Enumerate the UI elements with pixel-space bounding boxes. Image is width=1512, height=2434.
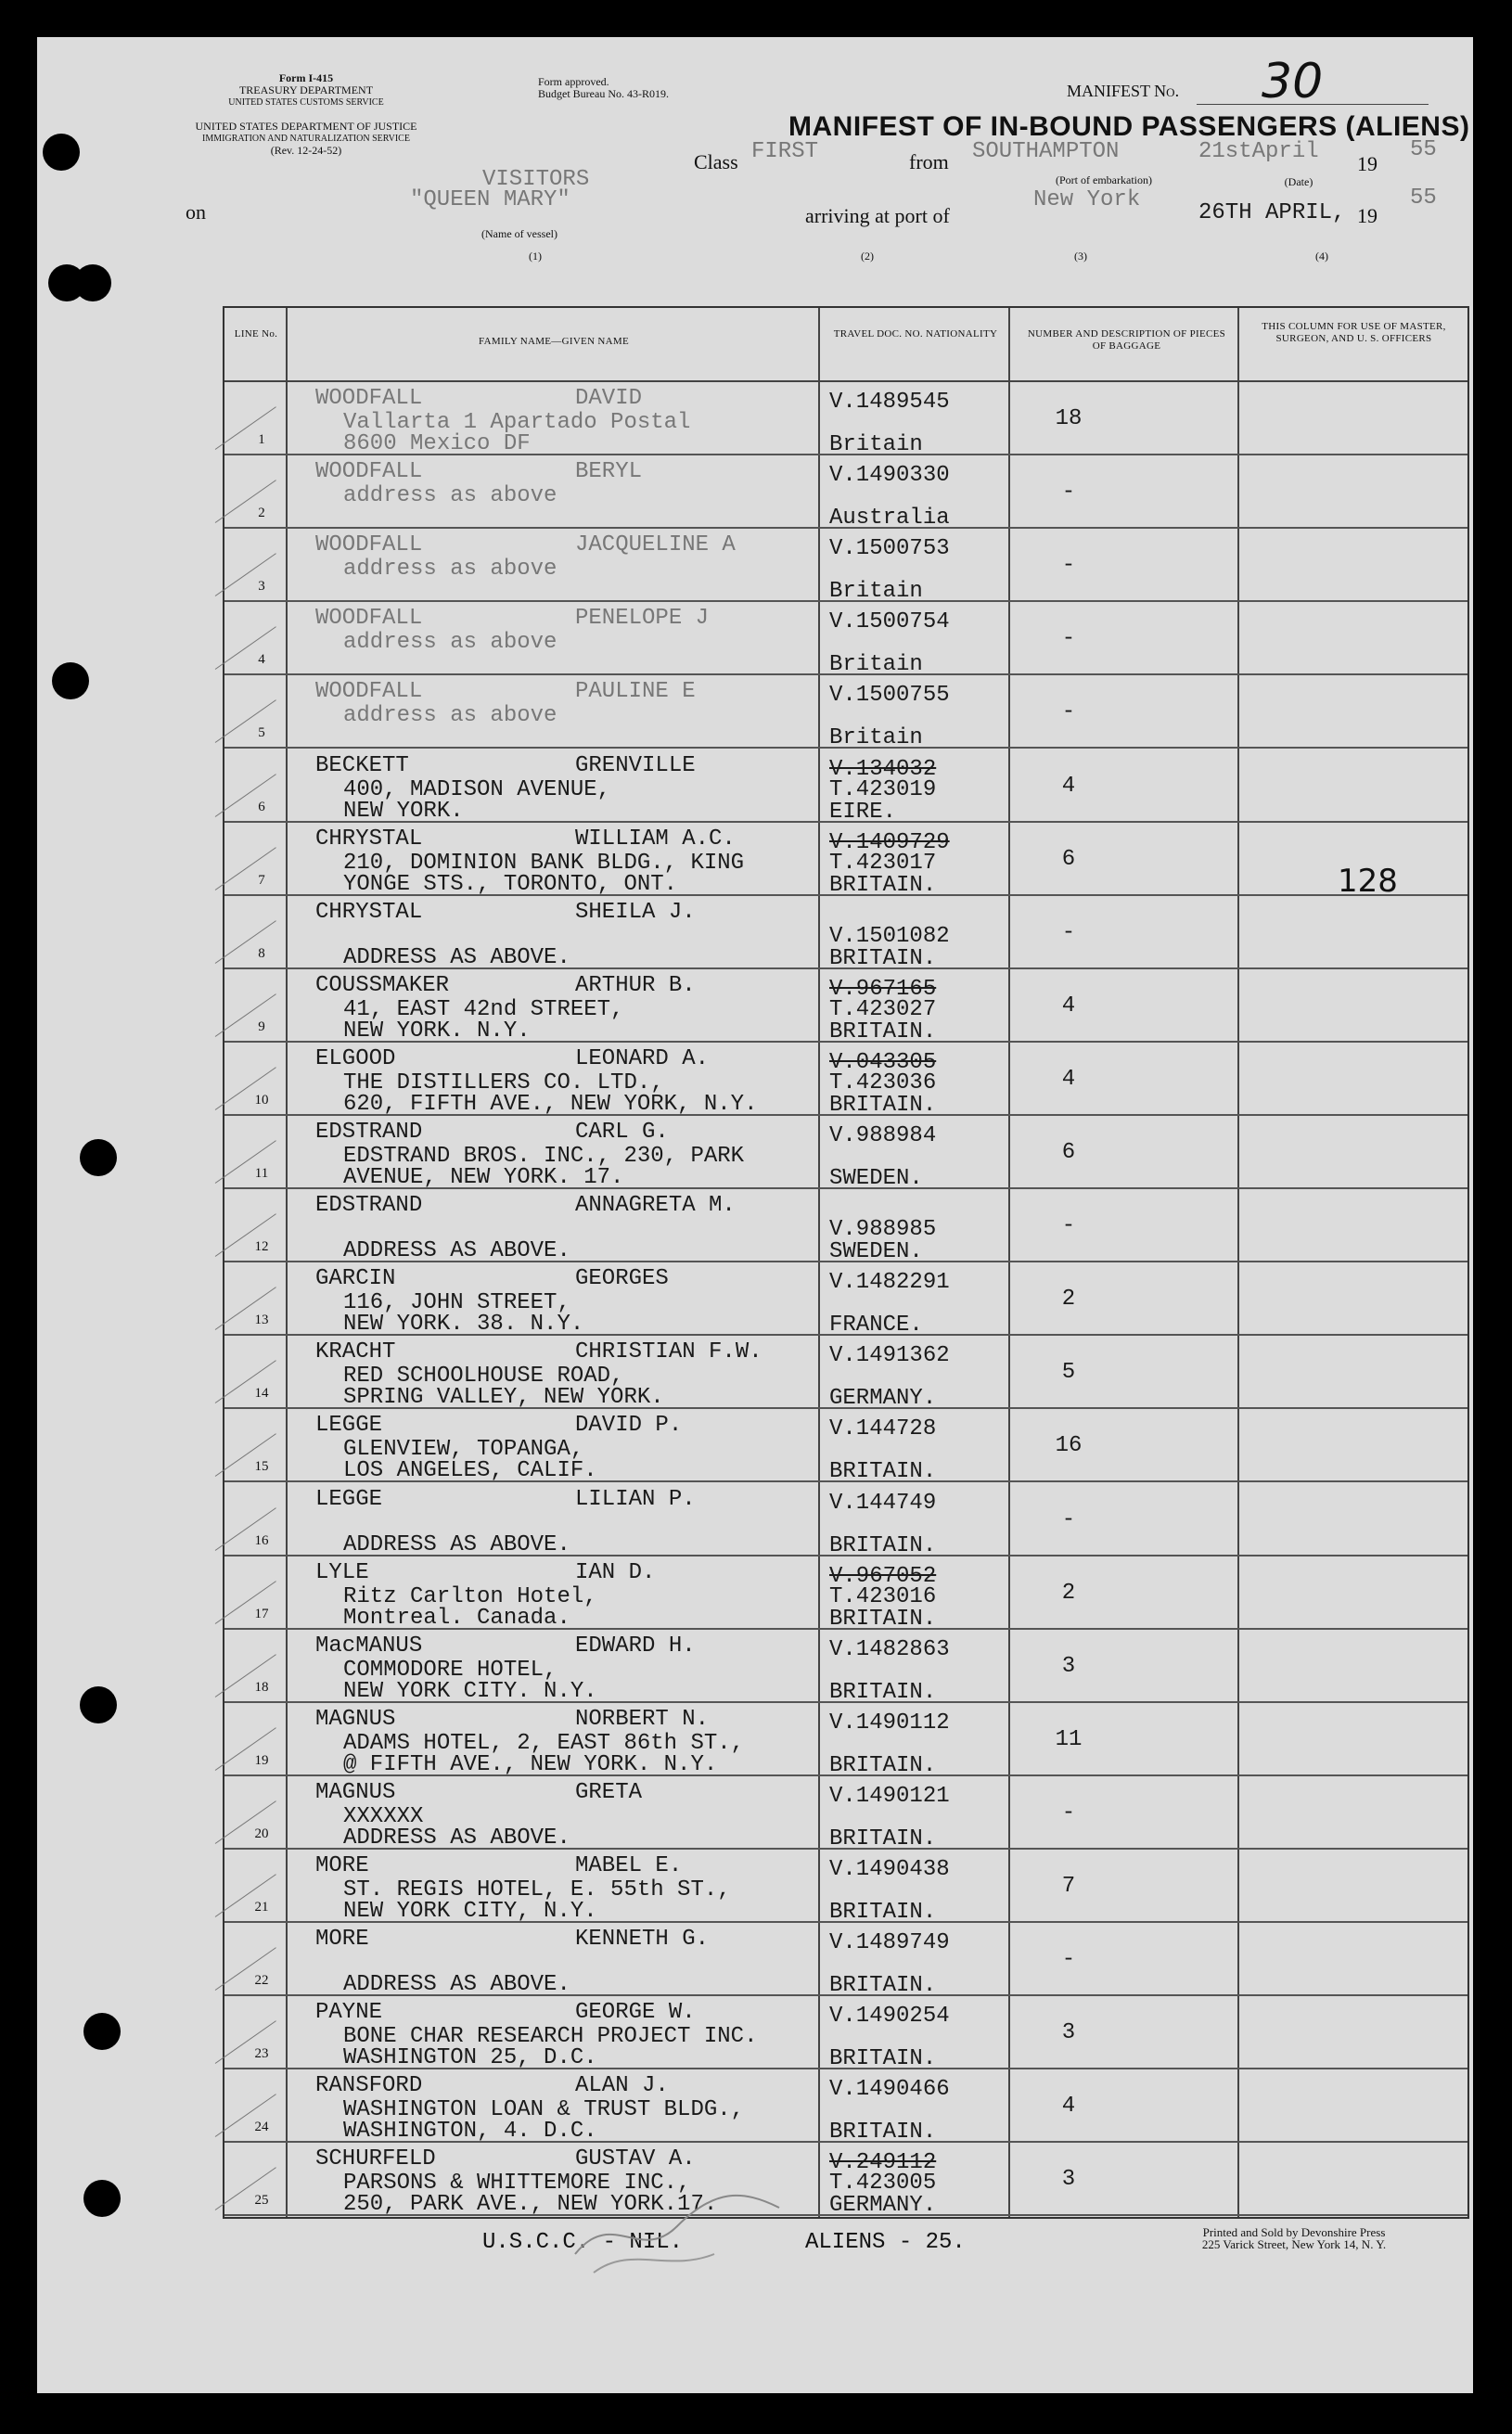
baggage-count: 6 bbox=[1061, 846, 1076, 872]
manifest-page bbox=[37, 37, 1473, 2393]
nationality: BRITAIN. bbox=[829, 1092, 937, 1118]
travel-doc-old: V.1500755 bbox=[829, 683, 950, 709]
travel-doc-old: V.1482291 bbox=[829, 1270, 950, 1296]
table-row bbox=[224, 602, 1467, 678]
nationality: BRITAIN. bbox=[829, 1826, 937, 1851]
travel-doc-old: V.1490254 bbox=[829, 2004, 950, 2030]
table-row bbox=[224, 1850, 1467, 1923]
baggage-count: 3 bbox=[1061, 2167, 1076, 2193]
travel-doc-old: V.1409729 bbox=[829, 829, 950, 855]
travel-doc-old: V.1482863 bbox=[829, 1636, 950, 1662]
table-row bbox=[224, 1336, 1467, 1412]
address-line-1: address as above bbox=[343, 630, 557, 656]
passenger-table bbox=[223, 306, 1469, 2219]
address-line-2: ADDRESS AS ABOVE. bbox=[343, 1825, 570, 1851]
on-label: on bbox=[186, 200, 206, 224]
col-head-line-no: LINE No. bbox=[234, 328, 278, 339]
family-name: MORE bbox=[315, 1927, 369, 1953]
given-name: BERYL bbox=[575, 459, 643, 485]
aliens-total: ALIENS - 25. bbox=[805, 2230, 966, 2255]
given-name: NORBERT N. bbox=[575, 1706, 710, 1732]
manifest-label: MANIFEST No. bbox=[1067, 82, 1180, 100]
family-name: MAGNUS bbox=[315, 1779, 396, 1805]
table-row bbox=[224, 2143, 1467, 2219]
col-head-baggage: NUMBER AND DESCRIPTION OF PIECES OF BAGGAGE bbox=[1027, 328, 1226, 352]
given-name: ALAN J. bbox=[575, 2073, 669, 2099]
address-line-2: AVENUE, NEW YORK. 17. bbox=[343, 1165, 624, 1190]
table-row bbox=[224, 823, 1467, 896]
baggage-count: 6 bbox=[1061, 1140, 1076, 1165]
nationality: BRITAIN. bbox=[829, 1973, 937, 1999]
nationality: FRANCE. bbox=[829, 1313, 923, 1339]
printer-name: Printed and Sold by Devonshire Press bbox=[1202, 2225, 1386, 2239]
baggage-count: - bbox=[1061, 553, 1076, 579]
address-line-2: ADDRESS AS ABOVE. bbox=[343, 1238, 570, 1264]
address-line-1: address as above bbox=[343, 483, 557, 509]
treasury-label: TREASURY DEPARTMENT bbox=[238, 83, 374, 96]
line-number: 2 bbox=[258, 506, 265, 521]
travel-doc: V.988985 bbox=[829, 1217, 937, 1243]
punch-hole bbox=[52, 662, 89, 699]
travel-doc-old: V.1490330 bbox=[829, 463, 950, 489]
travel-doc-old: V.1491362 bbox=[829, 1343, 950, 1369]
table-row bbox=[224, 1703, 1467, 1776]
nationality: BRITAIN. bbox=[829, 1532, 937, 1558]
travel-doc-old: V.988984 bbox=[829, 1123, 937, 1148]
nationality: SWEDEN. bbox=[829, 1166, 923, 1191]
punch-hole bbox=[83, 2180, 121, 2217]
address-line-1: Vallarta 1 Apartado Postal bbox=[343, 410, 691, 435]
margin-note: 128 bbox=[1338, 863, 1398, 900]
travel-doc-old: V.967052 bbox=[829, 1563, 937, 1589]
address-line-1: EDSTRAND BROS. INC., 230, PARK bbox=[343, 1144, 745, 1169]
given-name: ANNAGRETA M. bbox=[575, 1193, 736, 1219]
given-name: PAULINE E bbox=[575, 679, 696, 705]
punch-hole bbox=[83, 2013, 121, 2050]
family-name: WOODFALL bbox=[315, 679, 423, 705]
nationality: Britain bbox=[829, 652, 923, 678]
nationality: BRITAIN. bbox=[829, 872, 937, 898]
line-number: 20 bbox=[254, 1826, 269, 1841]
travel-doc-old: V.144728 bbox=[829, 1416, 937, 1442]
line-number: 19 bbox=[254, 1752, 269, 1768]
baggage-count: 11 bbox=[1055, 1726, 1083, 1752]
line-number: 9 bbox=[258, 1018, 265, 1034]
col-num-baggage: (3) bbox=[1074, 250, 1087, 263]
budget-label: Budget Bureau No. 43-R019. bbox=[538, 87, 669, 100]
baggage-count: - bbox=[1061, 1213, 1076, 1239]
nationality: SWEDEN. bbox=[829, 1239, 923, 1265]
table-row bbox=[224, 1630, 1467, 1703]
table-row bbox=[224, 455, 1467, 532]
from-value: SOUTHAMPTON bbox=[972, 139, 1120, 164]
nationality: BRITAIN. bbox=[829, 1459, 937, 1485]
form-header-block bbox=[167, 72, 445, 109]
baggage-count: - bbox=[1061, 1506, 1076, 1532]
address-line-1: WASHINGTON LOAN & TRUST BLDG., bbox=[343, 2097, 745, 2123]
family-name: SCHURFELD bbox=[315, 2146, 436, 2172]
address-line-1: address as above bbox=[343, 557, 557, 583]
travel-doc-old: V.249112 bbox=[829, 2150, 937, 2176]
table-row bbox=[224, 529, 1467, 605]
address-line-2: WASHINGTON, 4. D.C. bbox=[343, 2119, 597, 2145]
address-line-2: ADDRESS AS ABOVE. bbox=[343, 944, 570, 970]
year-value-1: 55 bbox=[1410, 137, 1437, 162]
given-name: MABEL E. bbox=[575, 1853, 683, 1878]
nationality: GERMANY. bbox=[829, 1386, 937, 1412]
address-line-1: COMMODORE HOTEL, bbox=[343, 1657, 557, 1683]
travel-doc: T.423005 bbox=[829, 2171, 937, 2197]
manifest-number: 30 bbox=[1262, 54, 1324, 109]
family-name: WOODFALL bbox=[315, 606, 423, 632]
col-num-family: (1) bbox=[529, 250, 542, 263]
table-row bbox=[224, 1189, 1467, 1265]
address-line-1: GLENVIEW, TOPANGA, bbox=[343, 1437, 584, 1463]
printer-address: 225 Varick Street, New York 14, N. Y. bbox=[1201, 2237, 1387, 2251]
line-number: 1 bbox=[258, 432, 265, 447]
approved-label: Form approved. bbox=[538, 75, 609, 88]
address-line-2: NEW YORK CITY. N.Y. bbox=[343, 1678, 597, 1704]
address-line-1: ADAMS HOTEL, 2, EAST 86th ST., bbox=[343, 1730, 745, 1756]
given-name: GEORGES bbox=[575, 1266, 669, 1292]
address-line-1: address as above bbox=[343, 703, 557, 729]
baggage-count: 4 bbox=[1061, 773, 1076, 799]
address-line-1: RED SCHOOLHOUSE ROAD, bbox=[343, 1364, 624, 1390]
line-number: 4 bbox=[258, 652, 265, 668]
family-name: MAGNUS bbox=[315, 1706, 396, 1732]
vessel-note: (Name of vessel) bbox=[481, 227, 557, 240]
family-name: ELGOOD bbox=[315, 1045, 396, 1071]
baggage-count: - bbox=[1061, 919, 1076, 945]
line-number: 15 bbox=[254, 1459, 269, 1475]
year-prefix-1: 19 bbox=[1357, 152, 1377, 175]
page-title: MANIFEST OF IN-BOUND PASSENGERS (ALIENS) bbox=[788, 111, 1470, 142]
table-row bbox=[224, 1996, 1467, 2072]
baggage-count: 4 bbox=[1061, 993, 1076, 1018]
customs-label: UNITED STATES CUSTOMS SERVICE bbox=[228, 97, 384, 108]
year-prefix-2: 19 bbox=[1357, 204, 1377, 227]
arrival-port: New York bbox=[1033, 187, 1141, 212]
table-row bbox=[224, 1776, 1467, 1850]
travel-doc: V.1501082 bbox=[829, 923, 950, 949]
family-name: MacMANUS bbox=[315, 1633, 423, 1659]
nationality: BRITAIN. bbox=[829, 1679, 937, 1705]
given-name: DAVID bbox=[575, 386, 643, 411]
line-number: 23 bbox=[254, 2046, 269, 2062]
line-number: 13 bbox=[254, 1313, 269, 1328]
address-line-1: 41, EAST 42nd STREET, bbox=[343, 996, 624, 1022]
travel-doc: T.423027 bbox=[829, 996, 937, 1022]
visitors-note: VISITORS bbox=[482, 167, 590, 192]
given-name: GRETA bbox=[575, 1779, 643, 1805]
table-row bbox=[224, 1483, 1467, 1556]
address-line-2: ADDRESS AS ABOVE. bbox=[343, 1531, 570, 1557]
given-name: GUSTAV A. bbox=[575, 2146, 696, 2172]
approval-block bbox=[538, 76, 669, 100]
address-line-1: 400, MADISON AVENUE, bbox=[343, 776, 611, 802]
travel-doc-old: V.967165 bbox=[829, 976, 937, 1002]
address-line-1: Ritz Carlton Hotel, bbox=[343, 1583, 597, 1609]
travel-doc-old: V.134032 bbox=[829, 756, 937, 782]
family-name: BECKETT bbox=[315, 752, 409, 778]
line-number: 7 bbox=[258, 872, 265, 888]
ins-label: IMMIGRATION AND NATURALIZATION SERVICE bbox=[202, 134, 410, 144]
col-num-travel: (2) bbox=[861, 250, 874, 263]
address-line-2: NEW YORK. bbox=[343, 798, 464, 824]
address-line-2: 620, FIFTH AVE., NEW YORK, N.Y. bbox=[343, 1091, 758, 1117]
nationality: BRITAIN. bbox=[829, 1606, 937, 1632]
travel-doc-old: V.1500754 bbox=[829, 609, 950, 635]
address-line-1: 210, DOMINION BANK BLDG., KING bbox=[343, 850, 745, 876]
line-number: 10 bbox=[254, 1092, 269, 1108]
line-number: 6 bbox=[258, 799, 265, 814]
table-row bbox=[224, 382, 1467, 455]
table-row bbox=[224, 1262, 1467, 1339]
line-number: 8 bbox=[258, 945, 265, 961]
given-name: PENELOPE J bbox=[575, 606, 710, 632]
justice-block bbox=[167, 121, 445, 157]
given-name: DAVID P. bbox=[575, 1413, 683, 1439]
family-name: PAYNE bbox=[315, 2000, 383, 2026]
line-number: 3 bbox=[258, 579, 265, 595]
baggage-count: 2 bbox=[1061, 1287, 1076, 1313]
baggage-count: - bbox=[1061, 480, 1076, 506]
punch-hole bbox=[80, 1686, 117, 1723]
given-name: CHRISTIAN F.W. bbox=[575, 1339, 762, 1365]
given-name: WILLIAM A.C. bbox=[575, 826, 736, 852]
baggage-count: 3 bbox=[1061, 2020, 1076, 2046]
table-row bbox=[224, 1409, 1467, 1485]
family-name: WOODFALL bbox=[315, 532, 423, 558]
family-name: LYLE bbox=[315, 1559, 369, 1585]
line-number: 25 bbox=[254, 2193, 269, 2209]
given-name: LEONARD A. bbox=[575, 1045, 710, 1071]
family-name: RANSFORD bbox=[315, 2073, 423, 2099]
punch-hole bbox=[74, 264, 111, 301]
family-name: LEGGE bbox=[315, 1486, 383, 1512]
line-number: 5 bbox=[258, 725, 265, 741]
family-name: CHRYSTAL bbox=[315, 826, 423, 852]
nationality: Britain bbox=[829, 432, 923, 457]
given-name: EDWARD H. bbox=[575, 1633, 696, 1659]
travel-doc-old: V.1500753 bbox=[829, 536, 950, 562]
table-row bbox=[224, 896, 1467, 969]
travel-doc-old: V.1489749 bbox=[829, 1930, 950, 1956]
col-head-family: FAMILY NAME—GIVEN NAME bbox=[479, 336, 629, 347]
class-label: Class bbox=[694, 150, 738, 173]
from-date: 21stApril bbox=[1198, 139, 1319, 164]
family-name: KRACHT bbox=[315, 1339, 396, 1365]
given-name: CARL G. bbox=[575, 1120, 669, 1145]
baggage-count: - bbox=[1061, 699, 1076, 725]
punch-hole bbox=[43, 134, 80, 171]
given-name: GEORGE W. bbox=[575, 2000, 696, 2026]
line-number: 12 bbox=[254, 1239, 269, 1255]
family-name: EDSTRAND bbox=[315, 1120, 423, 1145]
nationality: Britain bbox=[829, 579, 923, 605]
travel-doc-old: V.043305 bbox=[829, 1049, 937, 1075]
baggage-count: 5 bbox=[1061, 1360, 1076, 1386]
port-embark-note: (Port of embarkation) bbox=[1056, 173, 1152, 186]
baggage-count: - bbox=[1061, 626, 1076, 652]
arrival-date: 26TH APRIL, bbox=[1198, 200, 1346, 225]
punch-hole bbox=[80, 1139, 117, 1176]
baggage-count: 18 bbox=[1055, 406, 1083, 431]
given-name: SHEILA J. bbox=[575, 899, 696, 925]
table-row bbox=[224, 2069, 1467, 2146]
family-name: CHRYSTAL bbox=[315, 899, 423, 925]
address-line-1: 116, JOHN STREET, bbox=[343, 1290, 570, 1316]
nationality: BRITAIN. bbox=[829, 2046, 937, 2072]
baggage-count: 4 bbox=[1061, 1066, 1076, 1092]
family-name: WOODFALL bbox=[315, 459, 423, 485]
address-line-1: PARSONS & WHITTEMORE INC., bbox=[343, 2171, 691, 2197]
col-head-officers: THIS COLUMN FOR USE OF MASTER, SURGEON, AND U. S. OFFICERS bbox=[1262, 321, 1446, 344]
arriving-label: arriving at port of bbox=[805, 204, 950, 227]
nationality: EIRE. bbox=[829, 799, 897, 825]
given-name: LILIAN P. bbox=[575, 1486, 696, 1512]
baggage-count: 2 bbox=[1061, 1580, 1076, 1606]
baggage-count: 4 bbox=[1061, 2094, 1076, 2120]
address-line-2: NEW YORK CITY, N.Y. bbox=[343, 1899, 597, 1924]
given-name: GRENVILLE bbox=[575, 752, 696, 778]
nationality: BRITAIN. bbox=[829, 2120, 937, 2146]
line-number: 16 bbox=[254, 1532, 269, 1548]
address-line-1: THE DISTILLERS CO. LTD., bbox=[343, 1070, 664, 1095]
table-row bbox=[224, 749, 1467, 823]
baggage-count: - bbox=[1061, 1800, 1076, 1826]
date-note: (Date) bbox=[1284, 175, 1313, 188]
line-number: 11 bbox=[254, 1166, 269, 1181]
address-line-2: NEW YORK. 38. N.Y. bbox=[343, 1312, 584, 1338]
travel-doc-old: V.144749 bbox=[829, 1490, 937, 1516]
family-name: COUSSMAKER bbox=[315, 972, 450, 998]
line-number: 14 bbox=[254, 1386, 269, 1402]
from-label: from bbox=[909, 150, 949, 173]
address-line-1: XXXXXX bbox=[343, 1803, 424, 1829]
family-name: EDSTRAND bbox=[315, 1193, 423, 1219]
travel-doc: T.423036 bbox=[829, 1070, 937, 1095]
given-name: IAN D. bbox=[575, 1559, 656, 1585]
col-head-travel: TRAVEL DOC. NO. NATIONALITY bbox=[833, 328, 998, 339]
address-line-2: @ FIFTH AVE., NEW YORK. N.Y. bbox=[343, 1751, 718, 1777]
baggage-count: 3 bbox=[1061, 1653, 1076, 1679]
manifest-underline bbox=[1197, 104, 1429, 105]
table-row bbox=[224, 1923, 1467, 1999]
year-value-2: 55 bbox=[1410, 186, 1437, 211]
table-row bbox=[224, 675, 1467, 749]
address-line-2: YONGE STS., TORONTO, ONT. bbox=[343, 871, 678, 897]
nationality: Britain bbox=[829, 725, 923, 751]
printer-credit bbox=[1136, 2226, 1452, 2250]
address-line-2: 8600 Mexico DF bbox=[343, 431, 531, 456]
travel-doc-old: V.1490121 bbox=[829, 1783, 950, 1809]
table-row bbox=[224, 969, 1467, 1043]
address-line-2: LOS ANGELES, CALIF. bbox=[343, 1458, 597, 1484]
table-row bbox=[224, 1116, 1467, 1189]
address-line-1: BONE CHAR RESEARCH PROJECT INC. bbox=[343, 2024, 758, 2050]
justice-label: UNITED STATES DEPARTMENT OF JUSTICE bbox=[195, 120, 417, 133]
travel-doc: T.423017 bbox=[829, 850, 937, 876]
travel-doc-old: V.1490112 bbox=[829, 1710, 950, 1736]
nationality: BRITAIN. bbox=[829, 1900, 937, 1925]
family-name: LEGGE bbox=[315, 1413, 383, 1439]
uscc-total: U.S.C.C. - NIL. bbox=[482, 2230, 684, 2255]
travel-doc-old: V.1489545 bbox=[829, 390, 950, 415]
address-line-2: WASHINGTON 25, D.C. bbox=[343, 2045, 597, 2071]
given-name: ARTHUR B. bbox=[575, 972, 696, 998]
address-line-2: NEW YORK. N.Y. bbox=[343, 1018, 531, 1044]
rev-label: (Rev. 12-24-52) bbox=[270, 144, 342, 157]
nationality: Australia bbox=[829, 506, 950, 532]
nationality: GERMANY. bbox=[829, 2193, 937, 2219]
line-number: 24 bbox=[254, 2120, 269, 2135]
vessel-name: "QUEEN MARY" bbox=[410, 187, 570, 212]
address-line-2: SPRING VALLEY, NEW YORK. bbox=[343, 1385, 664, 1411]
given-name: JACQUELINE A bbox=[575, 532, 736, 558]
class-value: FIRST bbox=[751, 139, 819, 164]
travel-doc-old: V.1490466 bbox=[829, 2077, 950, 2103]
line-number: 18 bbox=[254, 1679, 269, 1695]
line-number: 21 bbox=[254, 1900, 269, 1915]
nationality: BRITAIN. bbox=[829, 945, 937, 971]
address-line-1: ST. REGIS HOTEL, E. 55th ST., bbox=[343, 1877, 731, 1902]
line-number: 17 bbox=[254, 1606, 269, 1621]
baggage-count: 7 bbox=[1061, 1874, 1076, 1899]
nationality: BRITAIN. bbox=[829, 1752, 937, 1778]
nationality: BRITAIN. bbox=[829, 1018, 937, 1044]
address-line-2: 250, PARK AVE., NEW YORK.17. bbox=[343, 2192, 718, 2218]
table-row bbox=[224, 1556, 1467, 1630]
signature-scribble bbox=[557, 2171, 798, 2282]
family-name: WOODFALL bbox=[315, 386, 423, 411]
col-num-officers: (4) bbox=[1315, 250, 1328, 263]
form-number: Form I-415 bbox=[278, 71, 334, 84]
family-name: MORE bbox=[315, 1853, 369, 1878]
travel-doc: T.423019 bbox=[829, 776, 937, 802]
row-separator bbox=[224, 2214, 1467, 2216]
table-row bbox=[224, 1043, 1467, 1116]
family-name: GARCIN bbox=[315, 1266, 396, 1292]
travel-doc: T.423016 bbox=[829, 1583, 937, 1609]
line-number: 22 bbox=[254, 1973, 269, 1989]
address-line-2: ADDRESS AS ABOVE. bbox=[343, 1972, 570, 1998]
address-line-2: Montreal. Canada. bbox=[343, 1605, 570, 1631]
travel-doc-old: V.1490438 bbox=[829, 1857, 950, 1882]
baggage-count: - bbox=[1061, 1947, 1076, 1973]
given-name: KENNETH G. bbox=[575, 1927, 710, 1953]
baggage-count: 16 bbox=[1055, 1433, 1083, 1459]
